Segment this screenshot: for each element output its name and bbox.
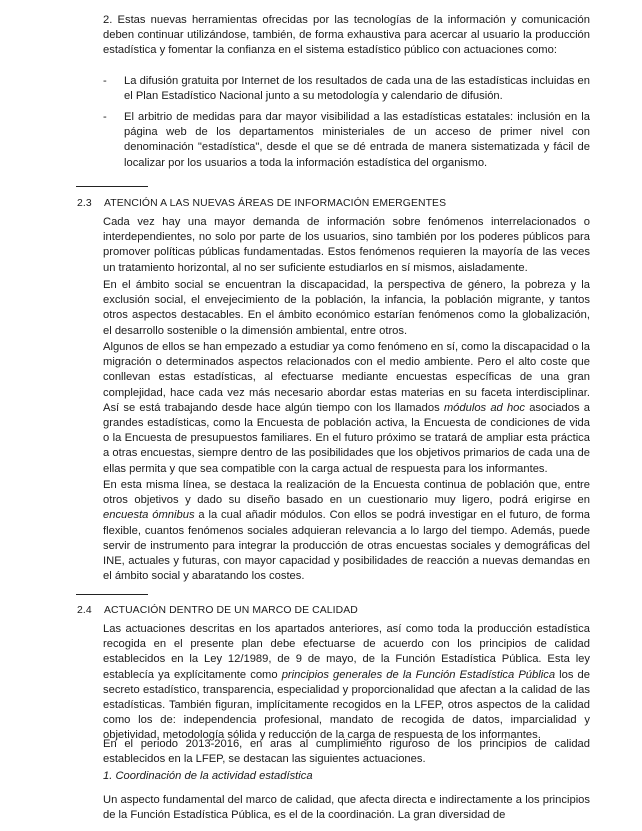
paragraph: Las actuaciones descritas en los apartados anteriores, así como toda la producción estadística recogida en el presente plan debe efectuarse de acuerdo con los principios de calidad establecidos en la Ley 12/1989, de 9 de mayo, de la Función Estadística Pública. Esta ley establecía ya explícitamente como principios generales de la Función Estadística Pública los de secreto estadístico, transparencia, especialidad y proporcionalidad que afectan a la calidad de las estadísticas. También figuran, implícitamente recogidos en la LFEP, otros aspectos de la calidad como los de: independencia profesional, mandato de recogida de datos, imparcialidad y objetividad, metodología sólida y reducción de la carga de respuesta de los informantes. <box>103 623 590 742</box>
section-title: ATENCIÓN A LAS NUEVAS ÁREAS DE INFORMACIÓN EMERGENTES <box>104 198 447 209</box>
paragraph: En el periodo 2013-2016, en aras al cumplimiento riguroso de los principios de calidad establecidos en la LFEP, se destacan las siguientes actuaciones. <box>103 738 590 766</box>
italic-term: encuesta ómnibus <box>103 509 195 522</box>
paragraph: Cada vez hay una mayor demanda de información sobre fenómenos interrelacionados o interdependientes, no solo por parte de los usuarios, sino también por los poderes públicos para promover políticas públicas fundamentadas. Estos fenómenos requieren la mayoría de las veces un tratamiento horizontal, al no ser suficiente estudiarlos en sí mismos, aisladamente. <box>103 216 590 274</box>
list-item-text: El arbitrio de medidas para dar mayor visibilidad a las estadísticas estatales: inclusión en la página web de los departamentos ministeriales de un acceso de primer nivel con denominación "estadística", desde el que se dé entrada de manera sistematizada y fácil de localizar por los usuarios a toda la información estadística del organismo. <box>124 111 590 169</box>
section-rule <box>76 594 148 595</box>
subheading: 1. Coordinación de la actividad estadística <box>103 770 313 782</box>
paragraph: Algunos de ellos se han empezado a estudiar ya como fenómeno en sí, como la discapacidad o la migración o determinados aspectos relacionados con el medio ambiente. Pero el alto coste que conllevan estas estadísticas, al efectuarse mediante encuestas específicas de una gran complejidad, hace cada vez más necesario abordar estas materias en su faceta interdisciplinar. Así se está trabajando desde hace algún tiempo con los llamados módulos ad hoc asociados a grandes estadísticas, como la Encuesta de población activa, la Encuesta de condiciones de vida o la Encuesta de presupuestos familiares. En el futuro próximo se tratará de ampliar esta práctica a otras encuestas, siempre dentro de las posibilidades que los objetivos primarios de cada una de ellas permita y que sea compatible con la carga actual de respuesta para los informantes. <box>103 341 590 475</box>
paragraph: En esta misma línea, se destaca la realización de la Encuesta continua de población que, entre otros objetivos y dado su diseño basado en un cuestionario muy ligero, podrá erigirse en encuesta ómnibus a la cual añadir módulos. Con ellos se podrá investigar en el futuro, de forma flexible, cuantos fenómenos sociales adquieran relevancia a lo largo del tiempo. Además, puede servir de instrumento para integrar la producción de otras encuestas sociales y demográficas del INE, actuales y futuras, con mayor capacidad y posibilidades de reacción a nuevas demandas en el ámbito social y abaratando los costes. <box>103 479 590 583</box>
paragraph: Un aspecto fundamental del marco de calidad, que afecta directa e indirectamente a los principios de la Función Estadística Pública, es el de la coordinación. La gran diversidad de <box>103 794 590 822</box>
list-item-text: La difusión gratuita por Internet de los resultados de cada una de las estadísticas incluidas en el Plan Estadístico Nacional junto a su metodología y calendario de difusión. <box>124 75 590 103</box>
intro-paragraph: 2. Estas nuevas herramientas ofrecidas por las tecnologías de la información y comunicación deben continuar utilizándose, también, de forma exhaustiva para acercar al usuario la producción estadística y fomentar la confianza en el sistema estadístico público con actuaciones como: <box>103 14 590 57</box>
bullet-dash: - <box>103 111 107 123</box>
italic-term: principios generales de la Función Estadística Pública <box>281 668 556 681</box>
paragraph: En el ámbito social se encuentran la discapacidad, la perspectiva de género, la pobreza y la exclusión social, el envejecimiento de la población, la infancia, la población migrante, y tantos otros aspectos destacables. En el ámbito económico estarían fenómenos como la globalización, el desarrollo sostenible o la dimensión ambiental, entre otros. <box>103 279 590 337</box>
section-number: 2.3 <box>77 198 92 209</box>
section-rule <box>76 186 148 187</box>
section-number: 2.4 <box>77 605 92 616</box>
bullet-dash: - <box>103 75 107 87</box>
section-title: ACTUACIÓN DENTRO DE UN MARCO DE CALIDAD <box>104 605 358 616</box>
italic-term: módulos ad hoc <box>443 401 526 414</box>
